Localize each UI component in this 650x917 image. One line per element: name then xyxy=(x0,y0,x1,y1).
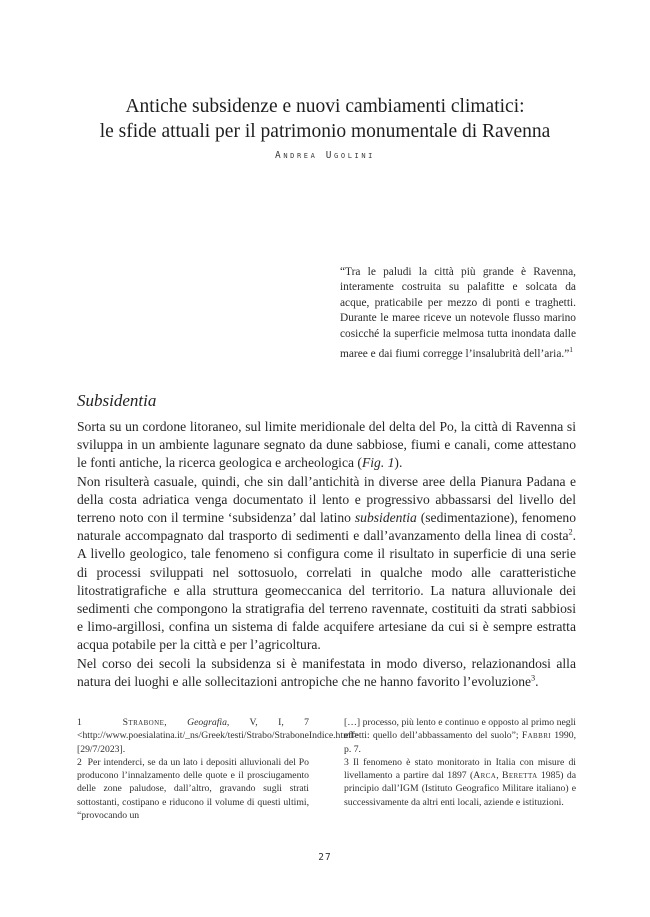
footnote-ref-1[interactable]: 1 xyxy=(569,345,574,355)
paragraph-2: Non risulterà casuale, quindi, che sin dall’antichità in diverse aree della Pianura Padana e della costa adriatica venga documentato il lento e progressivo abbassarsi del livello del terreno noto con il termine ‘subsidenza’ dal latino subsidentia (sedimentazione), fenomeno naturale accompagnato dal trasporto di sedimenti e dall’avanzamento della linea di costa$^2$. A livello geologico, tale fenomeno si configura come il risultato in superficie di una serie di processi sviluppati nel sottosuolo, correlati in qualche modo alle caratteristiche litostratigrafiche e alla struttura geomeccanica del territorio. La natura alluvionale dei sedimenti che compongono la stratigrafia del terreno ravennate, costituiti da strati sabbiosi e limo-argillosi, confina un sistema di falde acquifere artesiane da cui si è sempre estratta acqua potabile per la città e per l’agricoltura. xyxy=(77,473,576,653)
footnotes-right-column xyxy=(344,716,576,809)
author-name: Andrea Ugolini xyxy=(275,150,375,161)
paragraph-1: Sorta su un cordone litoraneo, sul limite meridionale del delta del Po, la città di Ravenna si sviluppa in un ambiente lagunare segnato da dune sabbiose, fiumi e canali, come attestano le fonti antiche, la ricerca geologica e archeologica (Fig. 1). xyxy=(77,419,576,471)
page-number: 27 xyxy=(318,852,332,863)
footnote-2-continued: […] processo, più lento e continuo e opposto al primo negli effetti: quello dell’abbassamento del suolo”; Fabbri 1990, p. 7. xyxy=(344,717,577,755)
figure-reference[interactable]: Fig. 1 xyxy=(361,455,395,471)
body-text xyxy=(77,418,576,691)
latin-term: subsidentia xyxy=(354,510,417,526)
epigraph-text: “Tra le paludi la città più grande è Ravenna, interamente costruita su palafitte e solcata da acque, praticabile per mezzo di ponti e traghetti. Durante le maree riceve un notevole flusso marino cosicché la superficie melmosa tutta inondata dalle maree e dai fiumi corregge l’insalubrità dell’aria.” xyxy=(340,266,576,360)
footnote-ref-3[interactable]: 3 xyxy=(531,673,536,683)
footnote-3: 3 Il fenomeno è stato monitorato in Italia con misure di livellamento a partire dal 1897 (Arca, Beretta 1985) da principio dall’IGM (Istituto Geografico Militare italiano) e successivamente da altri enti locali, aziende e istituzioni. xyxy=(344,756,577,808)
article-title xyxy=(60,94,590,144)
footnote-1: 1 Strabone, Geografia, V, I, 7 <http://www.poesialatina.it/_ns/Greek/testi/Strabo/StraboneIndice.html> [29/7/2023]. xyxy=(77,717,359,755)
footnote-ref-2[interactable]: 2 xyxy=(568,527,573,537)
footnote-2: 2 Per intenderci, se da un lato i depositi alluvionali del Po producono l’innalzamento delle quote e il prosciugamento delle zone paludose, dall’altro, gravando sugli strati sottostanti, costipano e riducono il volume di questi ultimi, “provocando un xyxy=(77,756,310,822)
footnotes-left-column xyxy=(77,716,359,822)
footnote-1-link[interactable]: , V, I, 7 <http://www.poesialatina.it/_ns/Greek/testi/Strabo/StraboneIndice.html> [29/7/2023]. xyxy=(77,717,359,755)
section-heading: Subsidentia xyxy=(77,391,157,410)
title-line-1: Antiche subsidenze e nuovi cambiamenti climatici: xyxy=(125,96,525,117)
title-line-2: le sfide attuali per il patrimonio monumentale di Ravenna xyxy=(99,121,551,142)
epigraph-quote xyxy=(340,265,576,362)
paragraph-3: Nel corso dei secoli la subsidenza si è manifestata in modo diverso, relazionandosi alla natura dei luoghi e alle sollecitazioni antropiche che ne hanno favorito l’evoluzione$^3$. xyxy=(77,655,576,689)
